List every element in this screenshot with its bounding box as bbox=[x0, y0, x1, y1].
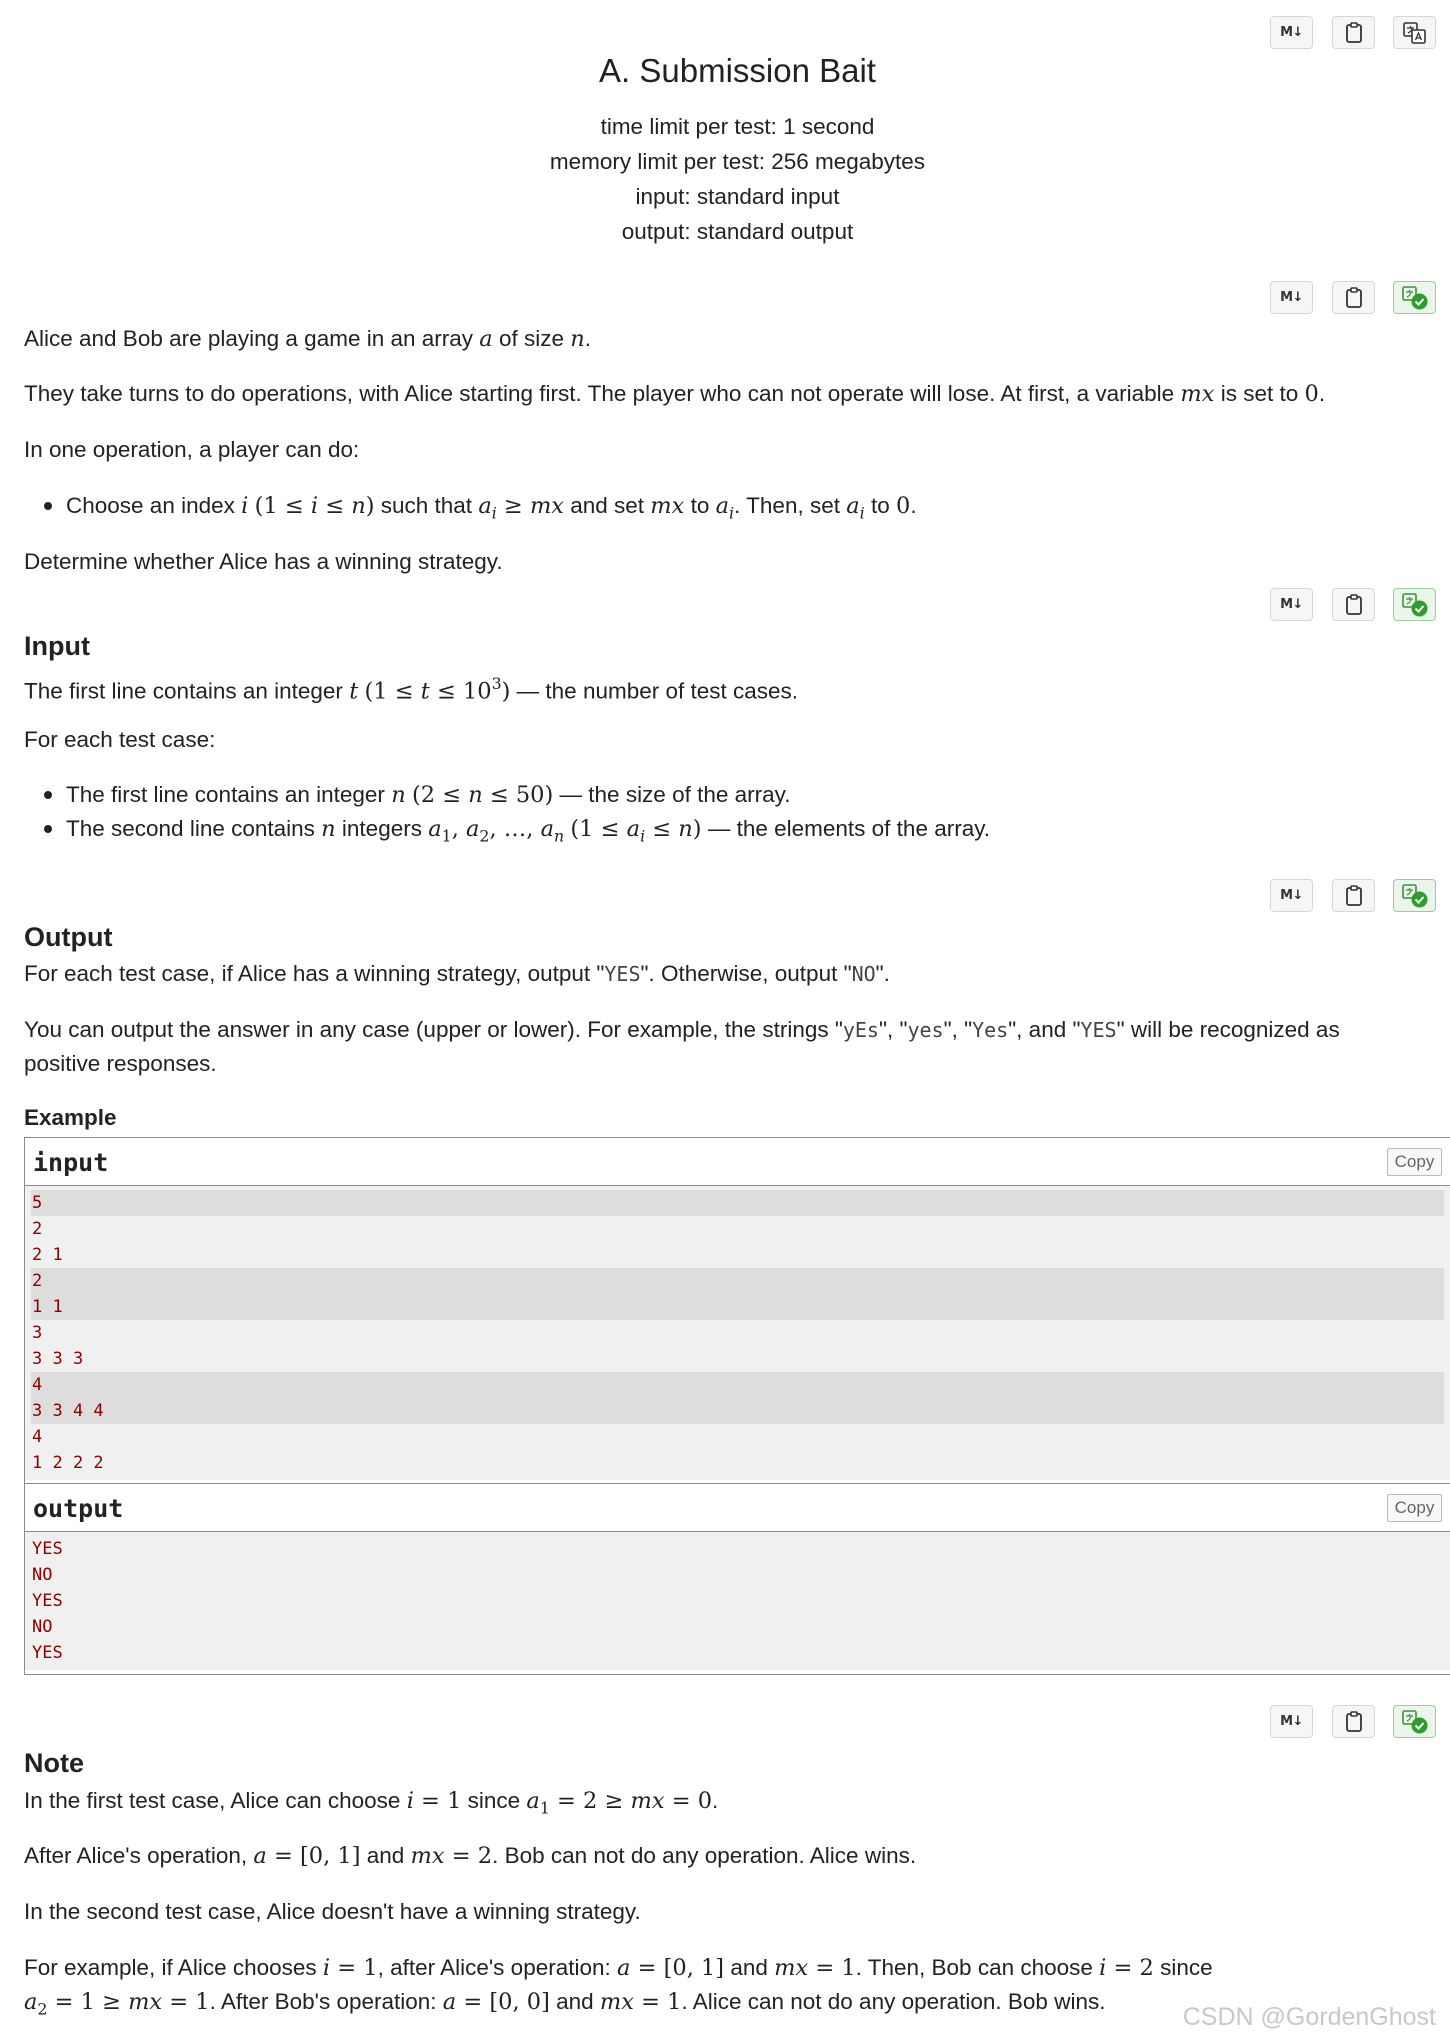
legend-paragraph-3: In one operation, a player can do: bbox=[24, 437, 360, 462]
translated-button[interactable] bbox=[1393, 879, 1436, 912]
markdown-button[interactable]: M↓ bbox=[1270, 588, 1313, 621]
input-line: 1 1 bbox=[31, 1294, 1444, 1320]
input-line: 3 3 3 bbox=[32, 1349, 84, 1369]
clipboard-icon bbox=[1344, 885, 1364, 907]
input-line: 2 bbox=[32, 1219, 43, 1239]
note-line-5: $a_2 = 1$ ≥ mx = 1. After Bob's operation: a = [0, 0] and mx = 1. Alice can not do any operation. Bob wins. bbox=[24, 1989, 1106, 2019]
watermark: CSDN @GordenGhost bbox=[1182, 2003, 1436, 2031]
output-section-title: Output bbox=[24, 922, 113, 952]
clipboard-icon bbox=[1344, 1711, 1364, 1733]
output-line-2: You can output the answer in any case (upper or lower). For example, the strings "yEs", "yes", "Yes", and "YES" will be recognized as bbox=[24, 1017, 1340, 1042]
markdown-button[interactable]: M↓ bbox=[1270, 879, 1313, 912]
input-line: 2 bbox=[31, 1268, 1444, 1294]
memory-limit: memory limit per test: 256 megabytes bbox=[549, 149, 926, 174]
example-output-label: output bbox=[33, 1494, 124, 1523]
clipboard-button[interactable] bbox=[1332, 879, 1375, 912]
example-input-label: input bbox=[33, 1148, 109, 1177]
note-line-1: In the first test case, Alice can choose i = 1 since $a_1 = 2$ ≥ mx = 0. bbox=[24, 1788, 719, 1818]
legend-bullet-1: Choose an index i (1 ≤ i ≤ n) such that $a_i$ ≥ mx and set mx to $a_i$. Then, set $a_i$ to 0. bbox=[66, 493, 917, 523]
translated-button[interactable] bbox=[1393, 281, 1436, 314]
copy-input-button[interactable]: Copy bbox=[1387, 1148, 1442, 1176]
output-line-3: positive responses. bbox=[24, 1051, 217, 1076]
example-input-box bbox=[24, 1137, 1450, 1484]
legend-paragraph-1: Alice and Bob are playing a game in an array a of size n. bbox=[24, 326, 591, 352]
input-line: 3 3 4 4 bbox=[31, 1398, 1444, 1424]
markdown-button[interactable]: M↓ bbox=[1270, 281, 1313, 314]
input-bullet-2: The second line contains n integers $a_1$, $a_2$, …, $a_n$ $(1 \le a_i \le n)$ — the elements of the array. bbox=[66, 816, 991, 846]
markdown-button[interactable]: M↓ bbox=[1270, 16, 1313, 49]
translated-check-icon bbox=[1401, 285, 1429, 311]
example-input-lines bbox=[25, 1186, 1450, 1480]
example-output-lines bbox=[25, 1532, 1450, 1670]
output-line: NO bbox=[32, 1565, 53, 1585]
translate-button[interactable] bbox=[1393, 16, 1436, 49]
problem-title: A. Submission Bait bbox=[599, 52, 876, 89]
note-line-3: In the second test case, Alice doesn't have a winning strategy. bbox=[24, 1899, 641, 1924]
output-type: output: standard output bbox=[621, 219, 854, 244]
legend-paragraph-4: Determine whether Alice has a winning strategy. bbox=[24, 549, 503, 574]
note-line-4: For example, if Alice chooses i = 1, after Alice's operation: a = [0, 1] and mx = 1. Then, Bob can choose i = 2 since bbox=[24, 1955, 1213, 1981]
legend-paragraph-2: They take turns to do operations, with Alice starting first. The player who can not operate will lose. At first, a variable mx is set to 0. bbox=[24, 381, 1326, 407]
input-line: 5 bbox=[31, 1190, 1444, 1216]
example-label: Example bbox=[24, 1105, 117, 1130]
clipboard-icon bbox=[1344, 594, 1364, 616]
input-line: 1 2 2 2 bbox=[32, 1453, 104, 1473]
input-line-2: For each test case: bbox=[24, 727, 216, 752]
output-line-1: For each test case, if Alice has a winning strategy, output "YES". Otherwise, output "NO". bbox=[24, 961, 890, 986]
bullet bbox=[44, 825, 56, 837]
input-bullet-1: The first line contains an integer n (2 ≤ n ≤ 50) — the size of the array. bbox=[66, 782, 791, 808]
input-line: 3 bbox=[32, 1323, 43, 1343]
bullet bbox=[44, 502, 56, 514]
input-line: 4 bbox=[31, 1372, 1444, 1398]
output-line: YES bbox=[32, 1539, 63, 1559]
output-line: YES bbox=[32, 1591, 63, 1611]
copy-output-button[interactable]: Copy bbox=[1387, 1494, 1442, 1522]
clipboard-icon bbox=[1344, 22, 1364, 44]
bullet bbox=[44, 791, 56, 803]
clipboard-button[interactable] bbox=[1332, 16, 1375, 49]
translated-button[interactable] bbox=[1393, 588, 1436, 621]
translated-button[interactable] bbox=[1393, 1705, 1436, 1738]
clipboard-button[interactable] bbox=[1332, 588, 1375, 621]
translate-icon bbox=[1402, 21, 1428, 45]
output-line: NO bbox=[32, 1617, 53, 1637]
time-limit: time limit per test: 1 second bbox=[600, 114, 875, 139]
markdown-button[interactable]: M↓ bbox=[1270, 1705, 1313, 1738]
input-section-title: Input bbox=[24, 631, 90, 661]
clipboard-button[interactable] bbox=[1332, 281, 1375, 314]
output-line: YES bbox=[32, 1643, 63, 1663]
input-line: 4 bbox=[32, 1427, 43, 1447]
example-output-box bbox=[24, 1483, 1450, 1675]
clipboard-icon bbox=[1344, 287, 1364, 309]
translated-check-icon bbox=[1401, 1709, 1429, 1735]
translated-check-icon bbox=[1401, 883, 1429, 909]
input-line: 2 1 bbox=[32, 1245, 63, 1265]
clipboard-button[interactable] bbox=[1332, 1705, 1375, 1738]
note-line-2: After Alice's operation, a = [0, 1] and mx = 2. Bob can not do any operation. Alice wins. bbox=[24, 1843, 917, 1869]
translated-check-icon bbox=[1401, 592, 1429, 618]
note-section-title: Note bbox=[24, 1748, 84, 1778]
input-type: input: standard input bbox=[635, 184, 840, 209]
input-line-1: The first line contains an integer t $(1 \le t \le 10^3)$ — the number of test cases. bbox=[24, 674, 799, 705]
